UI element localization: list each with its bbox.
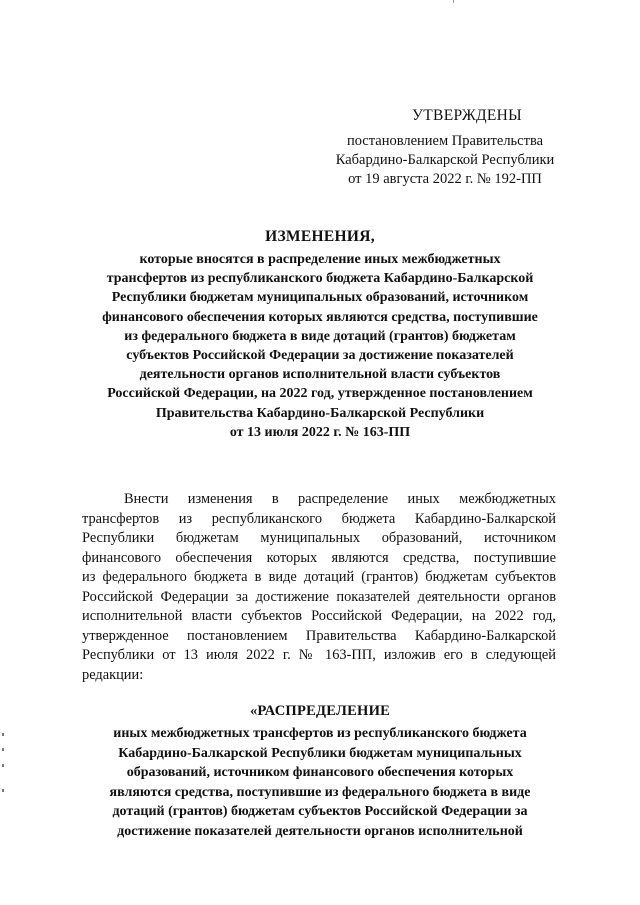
subtitle-line: субъектов Российской Федерации за достижение показателей: [126, 348, 514, 364]
body-line: утвержденное постановлением Правительства Кабардино-Балкарской: [82, 627, 556, 644]
subtitle-line: Правительства Кабардино-Балкарской Республики: [155, 405, 485, 421]
body-line: из федерального бюджета в виде дотаций (грантов) бюджетам субъектов: [82, 569, 556, 585]
body-line: Республики от 13 июля 2022 г. № 163-ПП, изложив его в следующей: [82, 647, 556, 663]
distribution-line: достижение показателей деятельности органов исполнительной: [117, 823, 523, 839]
distribution-line: Кабардино-Балкарской Республики бюджетам муниципальных: [118, 745, 522, 761]
document-subtitle: [80, 250, 560, 442]
approval-block: [300, 106, 590, 189]
scan-mark: [2, 764, 4, 767]
document-title: ИЗМЕНЕНИЯ,: [265, 228, 375, 245]
scan-mark: [2, 789, 4, 792]
distribution-line: образований, источником финансового обеспечения которых: [126, 765, 514, 781]
body-line: Российской Федерации за достижение показателей деятельности органов: [82, 588, 556, 605]
subtitle-line: трансфертов из республиканского бюджета Кабардино-Балкарской: [106, 271, 534, 287]
body-line: Республики бюджетам муниципальных образований, источником: [82, 530, 556, 546]
approval-line: постановлением Правительства: [346, 133, 544, 149]
body-line: финансового обеспечения которых являются средства, поступившие: [82, 549, 556, 566]
distribution-line: дотаций (грантов) бюджетам субъектов Российской Федерации за: [112, 804, 528, 820]
subtitle-line: Республики бюджетам муниципальных образований, источником: [111, 290, 529, 306]
distribution-title: «РАСПРЕДЕЛЕНИЕ: [249, 703, 391, 719]
body-paragraph: [82, 490, 556, 685]
body-line: редакции:: [82, 666, 144, 683]
subtitle-line: Российской Федерации, на 2022 год, утвержденное постановлением: [107, 386, 533, 402]
distribution-subtitle: [80, 724, 560, 842]
subtitle-line: от 13 июля 2022 г. № 163-ПП: [229, 424, 411, 440]
distribution-line: являются средства, поступившие из федерального бюджета в виде: [109, 784, 531, 800]
subtitle-line: из федерального бюджета в виде дотаций (грантов) бюджетам: [124, 328, 516, 344]
subtitle-line: которые вносятся в распределение иных межбюджетных: [139, 252, 501, 267]
subtitle-line: финансового обеспечения которых являются средства, поступившие: [102, 309, 538, 325]
approval-line: Кабардино-Балкарской Республики: [335, 152, 555, 168]
subtitle-line: деятельности органов исполнительной власти субъектов: [139, 367, 501, 383]
body-line: трансфертов из республиканского бюджета Кабардино-Балкарской: [82, 510, 556, 527]
body-line: Внести изменения в распределение иных межбюджетных: [124, 491, 556, 507]
scan-mark: [2, 748, 4, 751]
approval-line: от 19 августа 2022 г. № 192-ПП: [348, 171, 542, 187]
scan-mark: [2, 733, 4, 736]
distribution-line: иных межбюджетных трансфертов из республиканского бюджета: [113, 726, 527, 741]
body-line: исполнительной власти субъектов Российской Федерации, на 2022 год,: [82, 608, 556, 624]
approval-heading: УТВЕРЖДЕНЫ: [412, 107, 522, 124]
scan-mark: [453, 0, 454, 3]
